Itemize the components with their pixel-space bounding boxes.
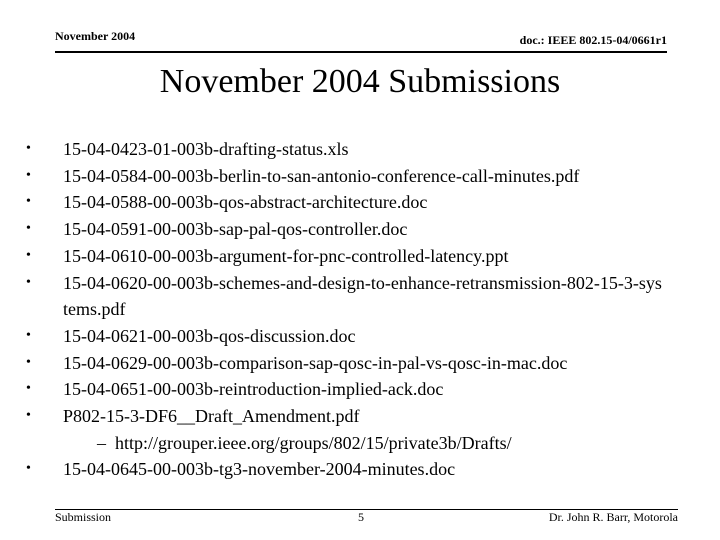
bullet-icon: • xyxy=(26,381,31,397)
file-name: 15-04-0645-00-003b-tg3-november-2004-minutes.doc xyxy=(63,459,456,480)
page-number: 5 xyxy=(358,510,364,524)
sub-list-item xyxy=(97,430,720,457)
bullet-icon: • xyxy=(26,274,31,290)
list-item xyxy=(0,216,720,243)
footer-author: Dr. John R. Barr, Motorola xyxy=(548,510,678,524)
file-name: 15-04-0629-00-003b-comparison-sap-qosc-in-pal-vs-qosc-in-mac.doc xyxy=(63,352,568,373)
bullet-icon: • xyxy=(26,167,31,183)
bullet-icon: • xyxy=(26,221,31,237)
bullet-icon: • xyxy=(26,461,31,477)
bullet-icon: • xyxy=(26,141,31,156)
list-item xyxy=(0,270,720,323)
slide-title: November 2004 Submissions xyxy=(159,63,561,100)
bullet-icon: • xyxy=(26,408,31,424)
bullet-icon: • xyxy=(26,327,31,343)
footer-label: Submission xyxy=(55,510,112,524)
bullet-icon: • xyxy=(26,247,31,263)
list-item xyxy=(0,243,720,270)
list-item xyxy=(0,456,720,483)
list-item xyxy=(0,350,720,377)
bullet-icon: • xyxy=(26,354,31,370)
file-name: 15-04-0584-00-003b-berlin-to-san-antonio-conference-call-minutes.pdf xyxy=(63,165,580,186)
list-item xyxy=(0,136,720,163)
drafts-url: http://grouper.ieee.org/groups/802/15/private3b/Drafts/ xyxy=(115,432,512,453)
list-item xyxy=(0,376,720,403)
header-divider xyxy=(55,51,667,53)
dash-icon: – xyxy=(97,432,106,453)
file-name: P802-15-3-DF6__Draft_Amendment.pdf xyxy=(63,406,360,427)
list-item xyxy=(0,323,720,350)
file-name: 15-04-0423-01-003b-drafting-status.xls xyxy=(63,139,349,159)
file-name: 15-04-0620-00-003b-schemes-and-design-to-enhance-retransmission-802-15-3-systems.pdf xyxy=(63,272,662,320)
file-name: 15-04-0621-00-003b-qos-discussion.doc xyxy=(63,325,356,346)
header-doc-id: doc.: IEEE 802.15-04/0661r1 xyxy=(519,33,667,47)
file-name: 15-04-0651-00-003b-reintroduction-implied-ack.doc xyxy=(63,379,444,400)
file-name: 15-04-0591-00-003b-sap-pal-qos-controller.doc xyxy=(63,219,408,240)
list-item xyxy=(0,163,720,190)
list-item xyxy=(0,189,720,216)
submission-list xyxy=(0,136,720,483)
file-name: 15-04-0588-00-003b-qos-abstract-architecture.doc xyxy=(63,192,428,213)
list-item xyxy=(0,403,720,430)
bullet-icon: • xyxy=(26,194,31,210)
file-name: 15-04-0610-00-003b-argument-for-pnc-controlled-latency.ppt xyxy=(63,245,509,266)
header-date: November 2004 xyxy=(55,29,136,43)
